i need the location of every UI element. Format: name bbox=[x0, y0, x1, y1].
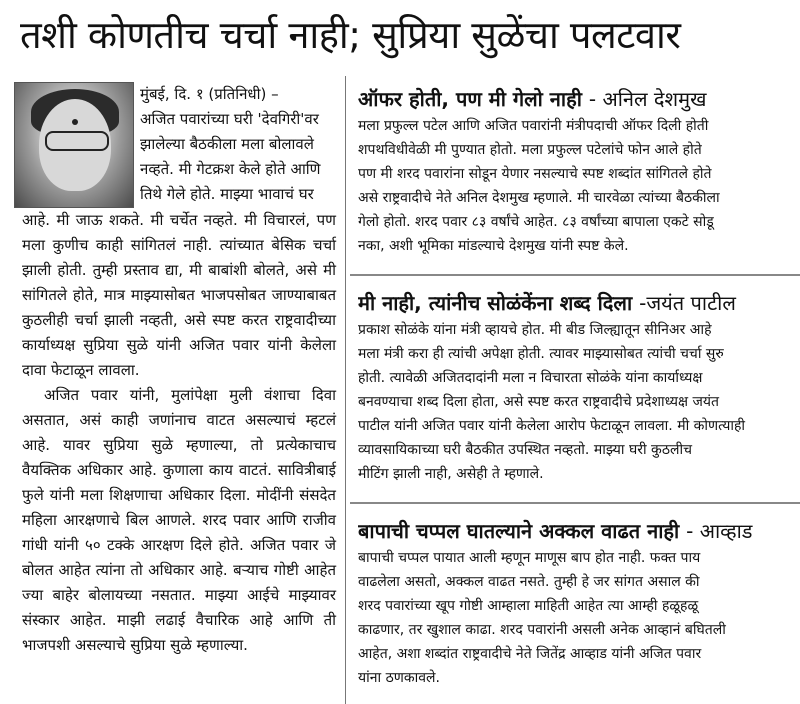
story-divider bbox=[350, 502, 800, 504]
story-line: बनवण्याचा शब्द दिला होता, असे स्पष्ट करत राष्ट्रवादीचे प्रदेशाध्यक्ष जयंत bbox=[358, 394, 719, 410]
lead-line: झालेल्या बैठकीला मला बोलावले bbox=[140, 135, 314, 153]
lead-paragraph-2: अजित पवार यांनी, मुलांपेक्षा मुली वंशाचा दिवा असतात, असं काही जणांनाच वाटत असल्याचं म्हटलं आहे. यावर सुप्रिया सुळे म्हणाल्या, तो प्रत्येकाचाच वैयक्तिक अधिकार आहे. कुणाला काय वाटतं. सावित्रीबाई फुले यांनी मला शिक्षणाचा अधिकार दिला. मोदींनी संसदेत महिला आरक्षणाचे बिल आणले. शरद पवार आणि राजीव गांधी यांनी ५० टक्के आरक्षण दिले होते. अजित पवार जे बोलत आहेत त्यांना तो अधिकार आहे. बऱ्याच गोष्टी आहेत ज्या बाहेर बोलायच्या नसतात. माझ्या आईचे माझ्यावर संस्कार आहेत. माझी लढाई वैचारिक आहे आणि ती भाजपशी असल्याचे सुप्रिया सुळे म्हणाल्या. bbox=[22, 386, 336, 654]
story-line: गेलो होतो. शरद पवार ८३ वर्षांचे आहेत. ८३ वर्षांच्या बापाला एकटे सोडू bbox=[358, 214, 714, 230]
page-headline: तशी कोणतीच चर्चा नाही; सुप्रिया सुळेंचा पलटवार bbox=[20, 13, 681, 57]
story-line: व्यावसायिकाच्या घरी बैठकीत उपस्थित नव्हतो. माझ्या घरी कुठलीच bbox=[358, 442, 692, 458]
story-byline: - अनिल देशमुख bbox=[588, 87, 707, 111]
story-line: होती. त्यावेळी अजितदादांनी मला न विचारता सोळंके यांना कार्याध्यक्ष bbox=[358, 370, 703, 386]
lead-line: नव्हते. मी गेटक्रश केले होते आणि bbox=[140, 160, 321, 178]
story-line: आहेत, अशा शब्दांत राष्ट्रवादीचे नेते जितेंद्र आव्हाड यांनी अजित पवार bbox=[358, 646, 702, 662]
story-awhad bbox=[358, 516, 800, 690]
story-headline bbox=[358, 288, 800, 318]
lead-line: अजित पवारांच्या घरी 'देवगिरी'वर bbox=[140, 110, 319, 128]
story-line: प्रकाश सोळंके यांना मंत्री व्हायचे होत. मी बीड जिल्ह्यातून सीनिअर आहे bbox=[358, 322, 712, 338]
story-byline: - आव्हाड bbox=[686, 519, 753, 543]
story-line: मीटिंग झाली नाही, असेही ते म्हणाले. bbox=[358, 466, 544, 482]
lead-article-intro bbox=[140, 82, 336, 207]
lead-article-body bbox=[22, 208, 336, 658]
story-headline bbox=[358, 516, 800, 546]
story-line: मला मंत्री करा ही त्यांची अपेक्षा होती. त्यावर माझ्यासोबत त्यांची चर्चा सुरु bbox=[358, 346, 724, 362]
story-jayant-patil bbox=[358, 288, 800, 486]
story-line: मला प्रफुल्ल पटेल आणि अजित पवारांनी मंत्रीपदाची ऑफर दिली होती bbox=[358, 118, 709, 134]
lead-line: मुंबई, दि. १ (प्रतिनिधी) – bbox=[140, 85, 279, 103]
story-line: बापाची चप्पल पायात आली म्हणून माणूस बाप होत नाही. फक्त पाय bbox=[358, 550, 701, 566]
story-line: नका, अशी भूमिका मांडल्याचे देशमुख यांनी स्पष्ट केले. bbox=[358, 238, 629, 254]
lead-paragraph-1: आहे. मी जाऊ शकते. मी चर्चेत नव्हते. मी विचारलं, पण मला कुणीच काही सांगितलं नाही. त्यांच्यात बेसिक चर्चा झाली होती. तुम्ही प्रस्ताव द्या, मी बाबांशी बोलते, असे मी सांगितले होते, मात्र माझ्यासोबत भाजपसोबत जाण्याबाबत कुठलीही चर्चा झाली नव्हती, असे स्पष्ट करत राष्ट्रवादीच्या कार्याध्यक्ष सुप्रिया सुळे यांनी अजित पवार यांनी केलेला दावा फेटाळून लावला. bbox=[22, 211, 336, 379]
column-divider bbox=[345, 76, 346, 704]
story-line: शरद पवारांच्या खूप गोष्टी आम्हाला माहिती आहेत त्या आम्ही हळूहळू bbox=[358, 598, 699, 614]
story-title: ऑफर होती, पण मी गेलो नाही bbox=[358, 87, 582, 111]
story-deshmukh bbox=[358, 84, 800, 258]
story-line: असे राष्ट्रवादीचे नेते अनिल देशमुख म्हणाले. मी चारवेळा त्यांच्या बैठकीला bbox=[358, 190, 720, 206]
story-line: शपथविधीवेळी मी पुण्यात होतो. मला प्रफुल्ल पटेलांचे फोन आले होते bbox=[358, 142, 702, 158]
story-line: यांना ठणकावले. bbox=[358, 670, 440, 686]
story-line: पाटील यांनी अजित पवार यांनी केलेला आरोप फेटाळून लावला. मी कोणत्याही bbox=[358, 418, 746, 434]
story-title: मी नाही, त्यांनीच सोळंकेंना शब्द दिला bbox=[358, 291, 633, 315]
supriya-sule-photo bbox=[14, 82, 134, 208]
story-line: काढणार, तर खुशाल काढा. शरद पवारांनी असली अनेक आव्हानं बघितली bbox=[358, 622, 726, 638]
story-divider bbox=[350, 274, 800, 276]
story-line: पण मी शरद पवारांना सोडून येणार नसल्याचे स्पष्ट शब्दांत सांगितले होते bbox=[358, 166, 712, 182]
story-line: वाढलेला असतो, अक्कल वाढत नसते. तुम्ही हे जर सांगत असाल की bbox=[358, 574, 700, 590]
story-byline: -जयंत पाटील bbox=[639, 291, 736, 315]
lead-line: तिथे गेले होते. माझ्या भावाचं घर bbox=[140, 185, 314, 203]
story-title: बापाची चप्पल घातल्याने अक्कल वाढत नाही bbox=[358, 519, 680, 543]
story-headline bbox=[358, 84, 800, 114]
